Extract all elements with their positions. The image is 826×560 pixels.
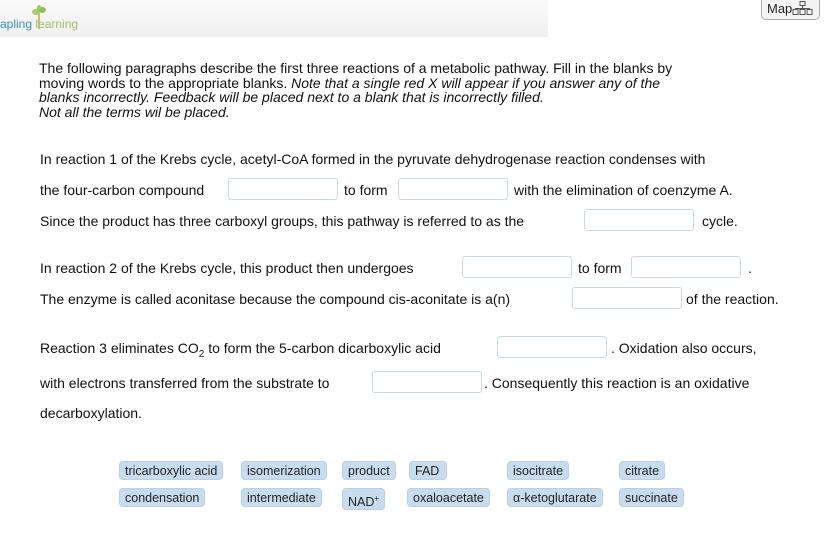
reaction3-text-part: Reaction 3 eliminates CO — [40, 340, 199, 356]
instructions-note: Note that a single red X will appear if you answer any of the — [291, 74, 661, 91]
reaction3-text: . Consequently this reaction is an oxidative — [484, 375, 750, 391]
reaction3-text: with electrons transferred from the substrate to — [40, 375, 330, 391]
word-chip[interactable]: oxaloacetate — [407, 488, 490, 507]
sitemap-icon — [792, 1, 814, 15]
map-button[interactable] — [761, 0, 820, 20]
reaction2-text: of the reaction. — [686, 291, 779, 307]
map-label: Map — [767, 1, 793, 16]
reaction2-text: In reaction 2 of the Krebs cycle, this product then undergoes — [40, 260, 414, 276]
header-bar — [0, 0, 548, 37]
blank-r1-cycle-name[interactable] — [584, 209, 694, 231]
reaction1-text: In reaction 1 of the Krebs cycle, acetyl-CoA formed in the pyruvate dehydrogenase reaction condenses with — [40, 151, 706, 167]
word-chip[interactable]: intermediate — [241, 488, 322, 507]
reaction2-text: The enzyme is called aconitase because the compound cis-aconitate is a(n) — [40, 291, 511, 307]
reaction1-text: Since the product has three carboxyl groups, this pathway is referred to as the — [40, 213, 525, 229]
word-chip-label: NAD — [348, 495, 375, 510]
logo — [0, 17, 78, 31]
reaction2-text: . — [748, 260, 752, 276]
word-chip[interactable]: α-ketoglutarate — [507, 488, 603, 507]
blank-r3-electron-acceptor[interactable] — [372, 371, 482, 393]
blank-r2-process[interactable] — [462, 256, 572, 278]
blank-r1-product[interactable] — [398, 178, 508, 200]
reaction3-text-part: to form the 5-carbon dicarboxylic acid — [204, 340, 441, 356]
word-chip[interactable]: product — [342, 461, 396, 480]
instructions-text: moving words to the appropriate blanks. — [39, 74, 292, 91]
reaction1-text: cycle. — [702, 213, 738, 229]
instructions-note: blanks incorrectly. Feedback will be placed next to a blank that is incorrectly filled. — [39, 89, 544, 105]
reaction1-text: the four-carbon compound — [40, 182, 205, 198]
reaction2-text: to form — [578, 260, 622, 276]
word-chip[interactable]: condensation — [119, 488, 205, 507]
word-chip[interactable]: FAD — [409, 461, 447, 480]
reaction3-text: . Oxidation also occurs, — [611, 340, 757, 356]
instructions — [39, 61, 672, 119]
blank-r2-product[interactable] — [631, 256, 741, 278]
logo-text-1: apling — [0, 17, 33, 31]
superscript: + — [374, 494, 380, 503]
reaction1-text: to form — [344, 182, 388, 198]
instructions-line: The following paragraphs describe the first three reactions of a metabolic pathway. Fill in the blanks by — [39, 60, 673, 76]
reaction3-text — [40, 340, 441, 360]
word-chip[interactable]: succinate — [619, 488, 684, 507]
reaction1-text: with the elimination of coenzyme A. — [514, 182, 733, 198]
blank-r2-role[interactable] — [572, 287, 682, 309]
word-chip[interactable]: isomerization — [241, 461, 327, 480]
instructions-note: Not all the terms wil be placed. — [39, 103, 230, 120]
blank-r1-four-carbon-compound[interactable] — [228, 178, 338, 200]
reaction3-text: decarboxylation. — [40, 405, 142, 421]
instructions-line — [39, 76, 672, 91]
word-chip[interactable]: citrate — [619, 461, 665, 480]
blank-r3-acid[interactable] — [497, 336, 607, 358]
word-chip[interactable]: isocitrate — [507, 461, 569, 480]
logo-text-2: learning — [35, 17, 79, 31]
word-chip[interactable]: tricarboxylic acid — [119, 461, 223, 480]
word-chip-nad[interactable] — [342, 488, 385, 510]
subscript: 2 — [198, 348, 205, 360]
